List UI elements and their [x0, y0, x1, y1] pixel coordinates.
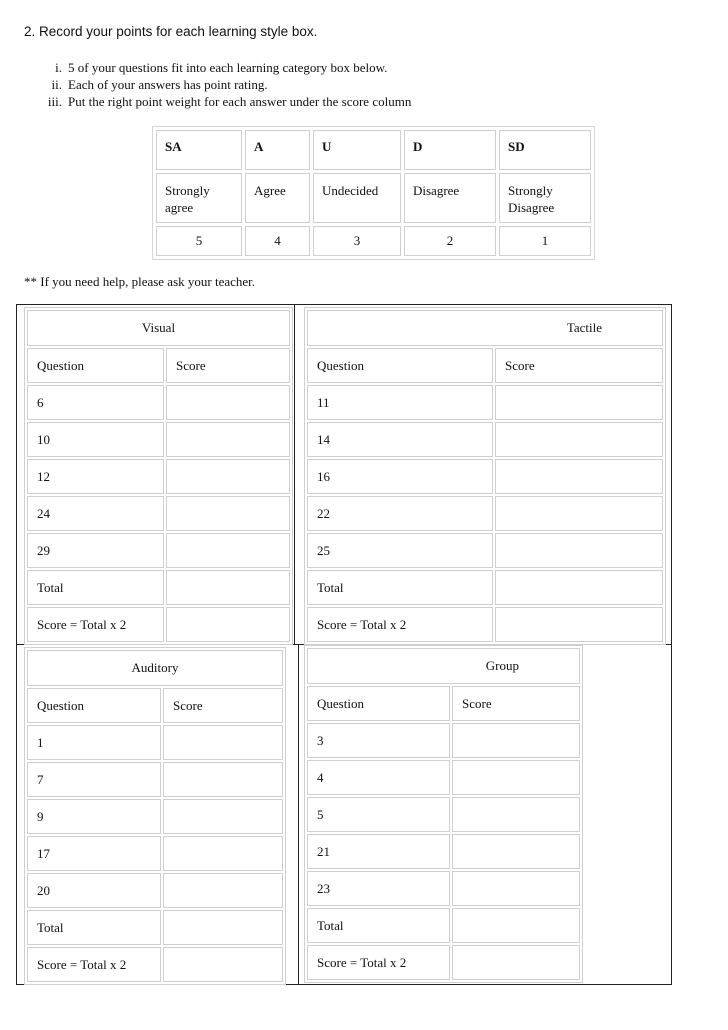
score-cell[interactable]	[452, 871, 580, 906]
question-number: 10	[27, 422, 164, 457]
score-column-header: Score	[495, 348, 663, 383]
final-score-cell[interactable]	[166, 607, 290, 642]
instruction-number: i.	[55, 60, 62, 75]
score-cell[interactable]	[166, 496, 290, 531]
score-cell[interactable]	[166, 459, 290, 494]
rating-point-cell: 4	[245, 226, 310, 256]
score-cell[interactable]	[163, 762, 283, 797]
score-cell[interactable]	[166, 533, 290, 568]
score-cell[interactable]	[495, 533, 663, 568]
total-score-cell[interactable]	[163, 910, 283, 945]
instruction-text: 5 of your questions fit into each learning category box below.	[68, 60, 388, 75]
question-number: 4	[307, 760, 450, 795]
question-number: 3	[307, 723, 450, 758]
formula-label: Score = Total x 2	[27, 607, 164, 642]
rating-word-cell: Agree	[245, 173, 310, 223]
question-number: 6	[27, 385, 164, 420]
rating-codes-row	[156, 130, 591, 170]
auditory-score-table	[24, 647, 286, 985]
final-score-cell[interactable]	[163, 947, 283, 982]
rating-point-cell: 3	[313, 226, 401, 256]
question-column-header: Question	[307, 686, 450, 721]
score-cell[interactable]	[452, 834, 580, 869]
rating-code-cell: A	[245, 130, 310, 170]
score-column-header: Score	[166, 348, 290, 383]
rating-word-cell: Undecided	[313, 173, 401, 223]
formula-label: Score = Total x 2	[27, 947, 161, 982]
question-number: 1	[27, 725, 161, 760]
question-number: 7	[27, 762, 161, 797]
question-number: 23	[307, 871, 450, 906]
rating-points-row	[156, 226, 591, 256]
question-number: 14	[307, 422, 493, 457]
score-cell[interactable]	[495, 385, 663, 420]
formula-label: Score = Total x 2	[307, 607, 493, 642]
final-score-cell[interactable]	[452, 945, 580, 980]
score-cell[interactable]	[166, 422, 290, 457]
rating-code-cell: U	[313, 130, 401, 170]
rating-scale-table	[152, 126, 595, 260]
score-column-header: Score	[452, 686, 580, 721]
rating-code-cell: SA	[156, 130, 242, 170]
score-cell[interactable]	[163, 725, 283, 760]
question-number: 11	[307, 385, 493, 420]
score-cell[interactable]	[163, 873, 283, 908]
rating-point-cell: 1	[499, 226, 591, 256]
total-label: Total	[307, 570, 493, 605]
total-label: Total	[307, 908, 450, 943]
instructions-list	[38, 59, 411, 110]
visual-score-table	[24, 307, 293, 645]
score-cell[interactable]	[495, 422, 663, 457]
question-number: 22	[307, 496, 493, 531]
rating-point-cell: 2	[404, 226, 496, 256]
instruction-text: Each of your answers has point rating.	[68, 77, 268, 92]
score-cell[interactable]	[452, 760, 580, 795]
section-heading: 2. Record your points for each learning style box.	[24, 24, 318, 39]
instruction-item	[38, 59, 411, 76]
rating-point-cell: 5	[156, 226, 242, 256]
question-number: 9	[27, 799, 161, 834]
help-note: ** If you need help, please ask your teacher.	[24, 274, 256, 289]
top-column-divider	[294, 305, 295, 644]
rating-word-cell: Strongly agree	[156, 173, 242, 223]
formula-label: Score = Total x 2	[307, 945, 450, 980]
score-cell[interactable]	[163, 836, 283, 871]
score-cell[interactable]	[452, 723, 580, 758]
box-title: Visual	[27, 310, 290, 346]
final-score-cell[interactable]	[495, 607, 663, 642]
group-score-table	[304, 645, 583, 983]
instruction-item	[38, 76, 411, 93]
question-number: 21	[307, 834, 450, 869]
question-number: 29	[27, 533, 164, 568]
question-number: 12	[27, 459, 164, 494]
total-label: Total	[27, 910, 161, 945]
total-score-cell[interactable]	[452, 908, 580, 943]
question-number: 25	[307, 533, 493, 568]
score-cell[interactable]	[163, 799, 283, 834]
question-column-header: Question	[27, 348, 164, 383]
score-cell[interactable]	[495, 496, 663, 531]
rating-code-cell: SD	[499, 130, 591, 170]
question-number: 17	[27, 836, 161, 871]
instruction-number: iii.	[47, 94, 62, 109]
question-number: 16	[307, 459, 493, 494]
bottom-column-divider	[298, 645, 299, 984]
score-cell[interactable]	[495, 459, 663, 494]
question-number: 20	[27, 873, 161, 908]
rating-words-row	[156, 173, 591, 223]
total-label: Total	[27, 570, 164, 605]
rating-code-cell: D	[404, 130, 496, 170]
score-column-header: Score	[163, 688, 283, 723]
score-cell[interactable]	[452, 797, 580, 832]
instruction-text: Put the right point weight for each answer under the score column	[68, 94, 412, 109]
box-title: Group	[307, 648, 580, 684]
score-cell[interactable]	[166, 385, 290, 420]
question-column-header: Question	[27, 688, 161, 723]
rating-word-cell: Disagree	[404, 173, 496, 223]
question-number: 5	[307, 797, 450, 832]
instruction-number: ii.	[51, 77, 62, 92]
rating-word-cell: Strongly Disagree	[499, 173, 591, 223]
question-number: 24	[27, 496, 164, 531]
question-column-header: Question	[307, 348, 493, 383]
box-title: Tactile	[307, 310, 663, 346]
box-title: Auditory	[27, 650, 283, 686]
instruction-item	[38, 93, 411, 110]
total-score-cell[interactable]	[495, 570, 663, 605]
tactile-score-table	[304, 307, 666, 645]
total-score-cell[interactable]	[166, 570, 290, 605]
